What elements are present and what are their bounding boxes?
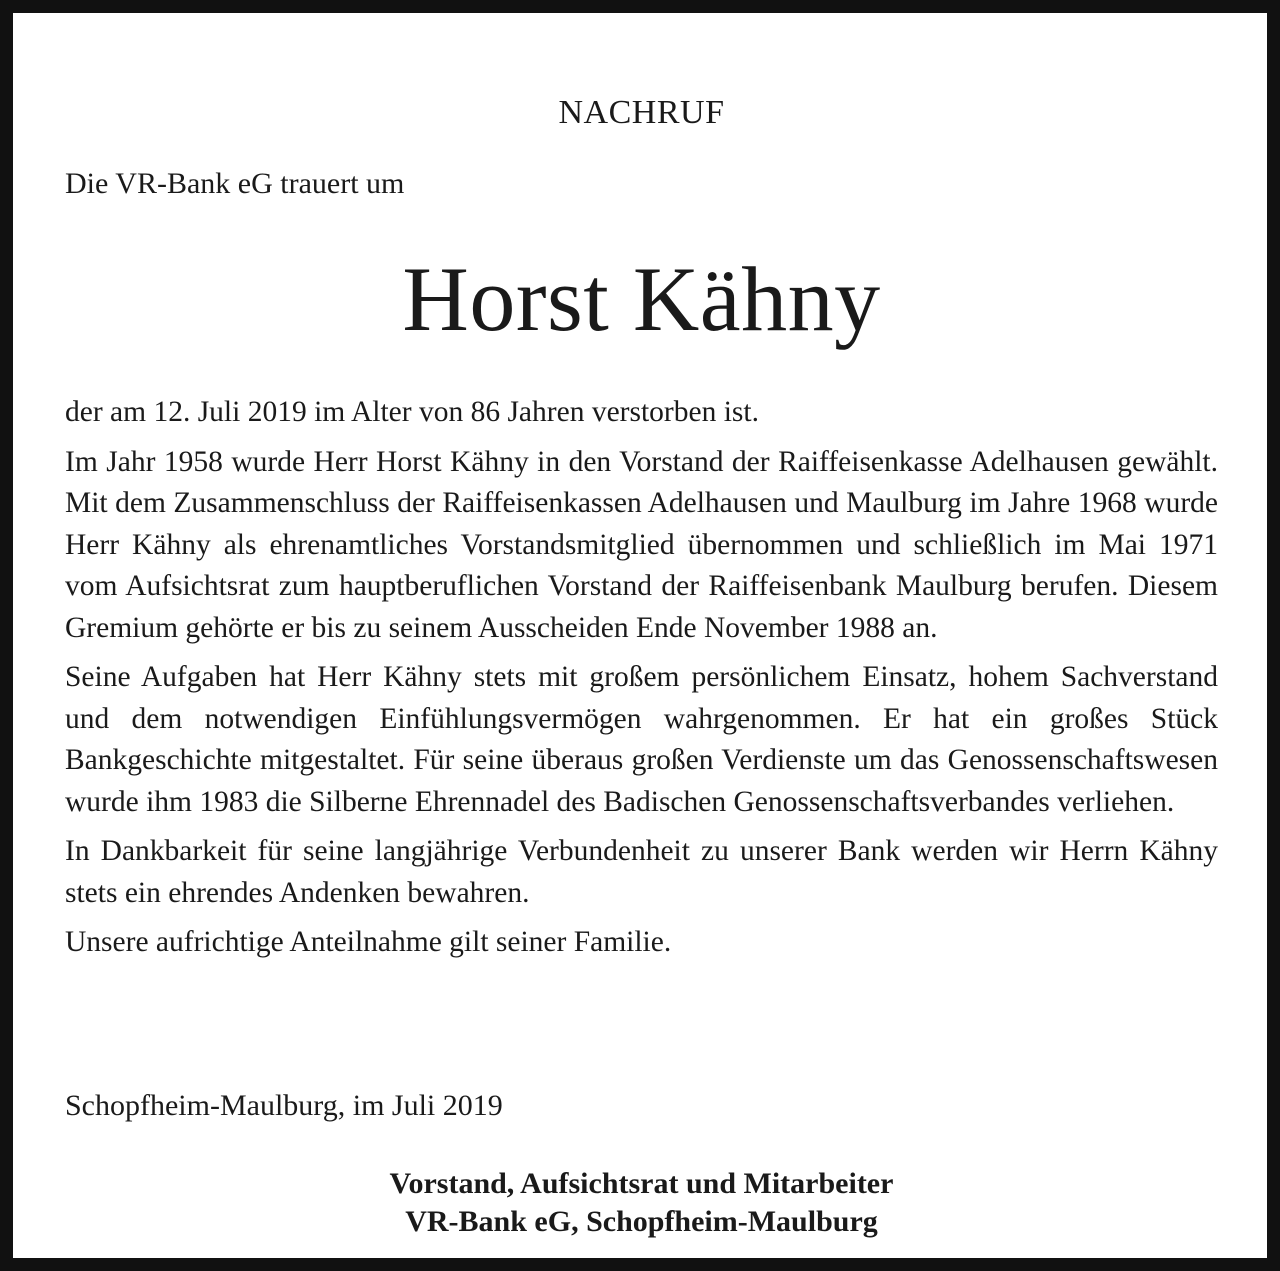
notice-heading: NACHRUF bbox=[558, 94, 725, 131]
place-and-date: Schopfheim-Maulburg, im Juli 2019 bbox=[65, 1089, 503, 1122]
signature-block bbox=[65, 1165, 1218, 1241]
signature-line-1: Vorstand, Aufsichtsrat und Mitarbeiter bbox=[389, 1167, 894, 1200]
paragraph-gratitude: In Dankbarkeit für seine langjährige Verbundenheit zu unserer Bank werden wir Herrn Kähny stets ein ehrendes Andenken bewahren. bbox=[65, 835, 1218, 909]
notice-body bbox=[65, 392, 1218, 972]
deceased-name: Horst Kähny bbox=[402, 248, 881, 350]
intro-line: Die VR-Bank eG trauert um bbox=[65, 167, 405, 200]
paragraph-career: Im Jahr 1958 wurde Herr Horst Kähny in den Vorstand der Raiffeisenkasse Adelhausen gewählt. Mit dem Zusammenschluss der Raiffeisenkassen Adelhausen und Maulburg im Jahre 1968 wurde Herr Kähny als ehrenamtliches Vorstandsmitglied übernommen und schließlich im Mai 1971 vom Aufsichtsrat zum hauptberuflichen Vorstand der Raiffeisenbank Maulburg berufen. Diesem Gremium gehörte er bis zu seinem Ausscheiden Ende November 1988 an. bbox=[65, 445, 1218, 644]
paragraph-death-date: der am 12. Juli 2019 im Alter von 86 Jahren verstorben ist. bbox=[65, 396, 759, 428]
paragraph-condolence: Unsere aufrichtige Anteilnahme gilt seiner Familie. bbox=[65, 926, 672, 958]
paragraph-merits: Seine Aufgaben hat Herr Kähny stets mit großem persönlichem Einsatz, hohem Sachverstand und dem notwendigen Einfühlungsvermögen wahrgenommen. Er hat ein großes Stück Bankgeschichte mitgestaltet. Für seine überaus großen Verdienste um das Genossenschaftswesen wurde ihm 1983 die Silberne Ehrennadel des Badischen Genossenschaftsverbandes verliehen. bbox=[65, 661, 1218, 818]
signature-line-2: VR-Bank eG, Schopfheim-Maulburg bbox=[405, 1205, 878, 1238]
